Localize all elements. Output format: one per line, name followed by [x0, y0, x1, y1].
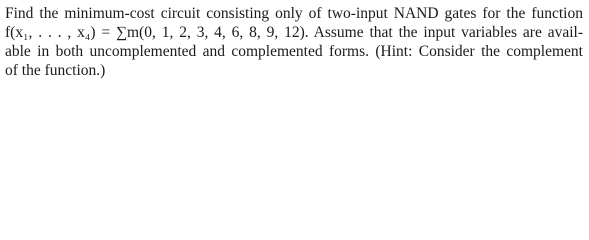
problem-line-3: able in both uncomplemented and complemented forms. (Hint: Consider the complement: [5, 43, 583, 60]
problem-line-4: of the function.): [5, 62, 106, 79]
problem-line-2: f(x₁, . . . , x₄) = ∑m(0, 1, 2, 3, 4, 6, 8, 9, 12). Assume that the input variables are avail-: [5, 24, 583, 41]
problem-statement: [5, 4, 583, 80]
problem-line-1: Find the minimum-cost circuit consisting only of two-input NAND gates for the function: [5, 5, 583, 22]
